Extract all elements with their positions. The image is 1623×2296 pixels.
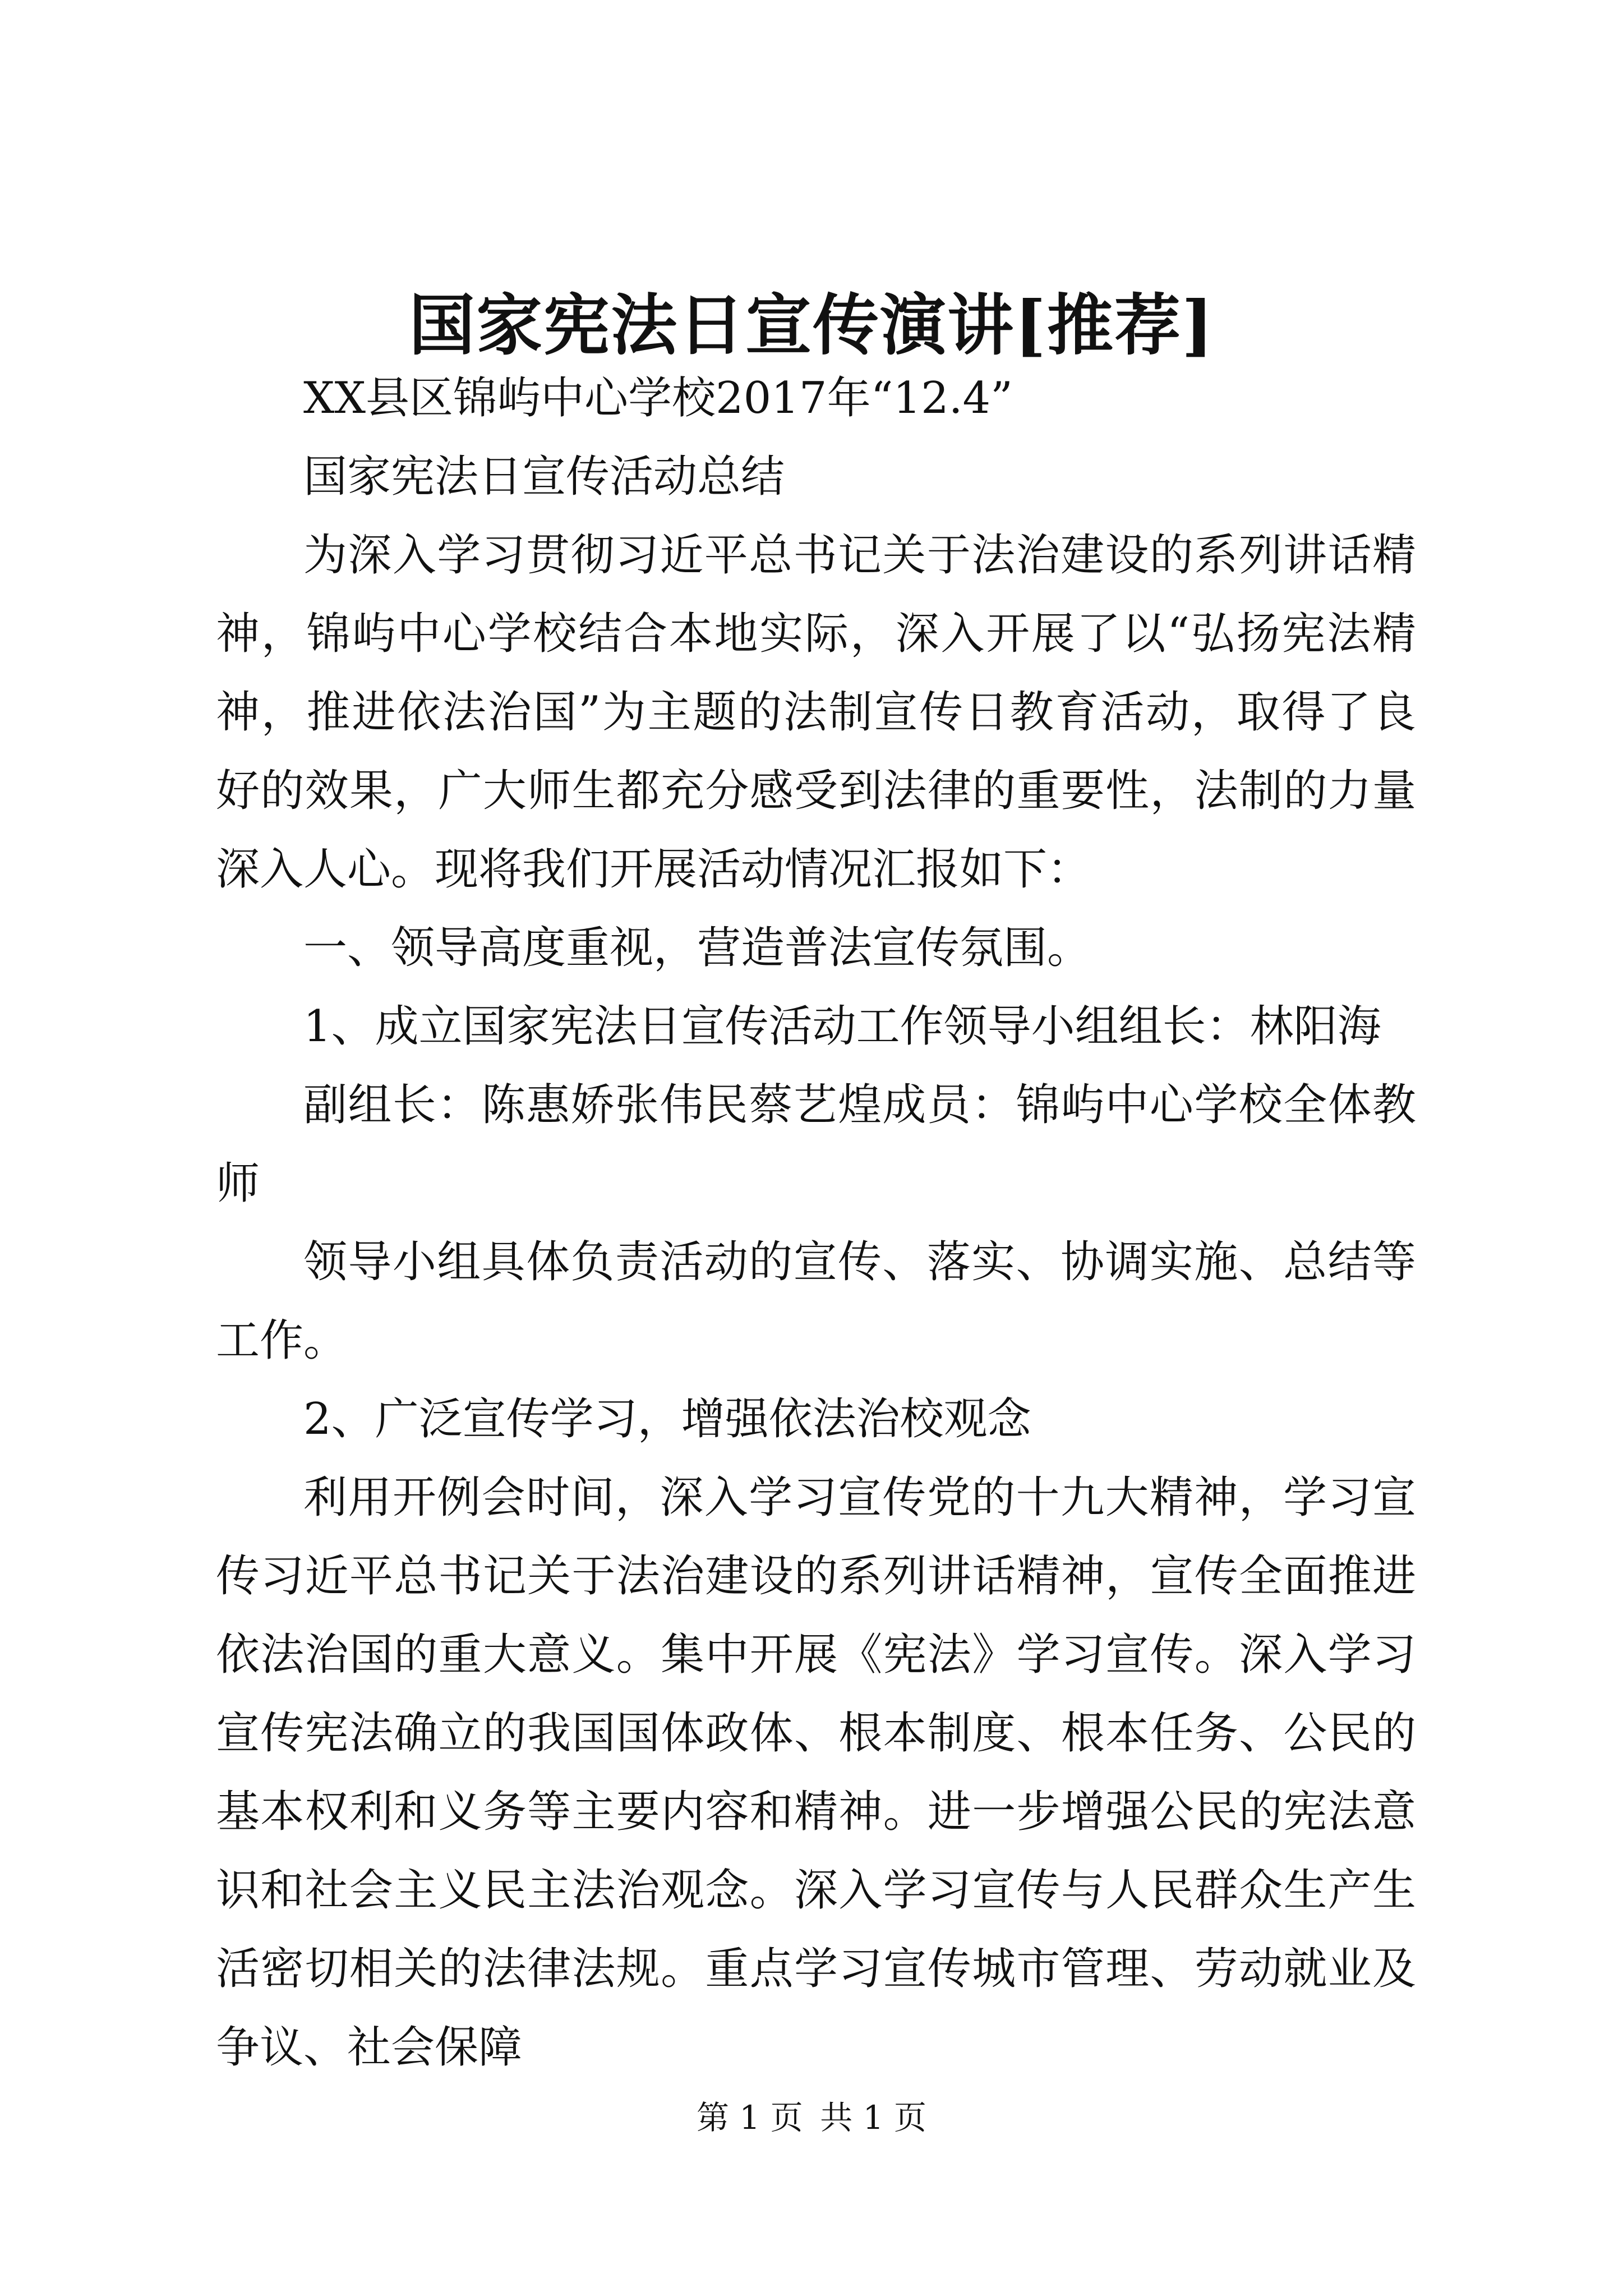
- paragraph: 副组长：陈惠娇张伟民蔡艺煌成员：锦屿中心学校全体教师: [216, 1080, 1416, 1209]
- paragraph: 国家宪法日宣传活动总结: [303, 452, 785, 502]
- paragraph: 利用开例会时间，深入学习宣传党的十九大精神，学习宣传习近平总书记关于法治建设的系列讲话精神，宣传全面推进依法治国的重大意义。集中开展《宪法》学习宣传。深入学习宣传宪法确立的我国国体政体、根本制度、根本任务、公民的基本权利和义务等主要内容和精神。进一步增强公民的宪法意识和社会主义民主法治观念。深入学习宣传与人民群众生产生活密切相关的法律法规。重点学习宣传城市管理、劳动就业及争议、社会保障: [216, 1473, 1416, 2073]
- paragraph: 领导小组具体负责活动的宣传、落实、协调实施、总结等工作。: [216, 1237, 1416, 1366]
- paragraph: 一、领导高度重视，营造普法宣传氛围。: [303, 923, 1091, 973]
- paragraph: 为深入学习贯彻习近平总书记关于法治建设的系列讲话精神，锦屿中心学校结合本地实际，深入开展了以“弘扬宪法精神，推进依法治国”为主题的法制宣传日教育活动，取得了良好的效果，广大师生都充分感受到法律的重要性，法制的力量深入人心。现将我们开展活动情况汇报如下：: [216, 530, 1416, 895]
- paragraph: 2、广泛宣传学习，增强依法治校观念: [303, 1394, 1031, 1444]
- document-body: [216, 359, 1416, 2087]
- page-footer: [0, 2095, 1623, 2140]
- document-title: 国家宪法日宣传演讲[推荐]: [409, 286, 1214, 364]
- page-number: 第 1 页: [697, 2099, 803, 2137]
- paragraph: XX县区锦屿中心学校2017年“12.4”: [303, 373, 1013, 424]
- page-total: 共 1 页: [820, 2099, 926, 2137]
- paragraph: 1、成立国家宪法日宣传活动工作领导小组组长：林阳海: [303, 1001, 1381, 1052]
